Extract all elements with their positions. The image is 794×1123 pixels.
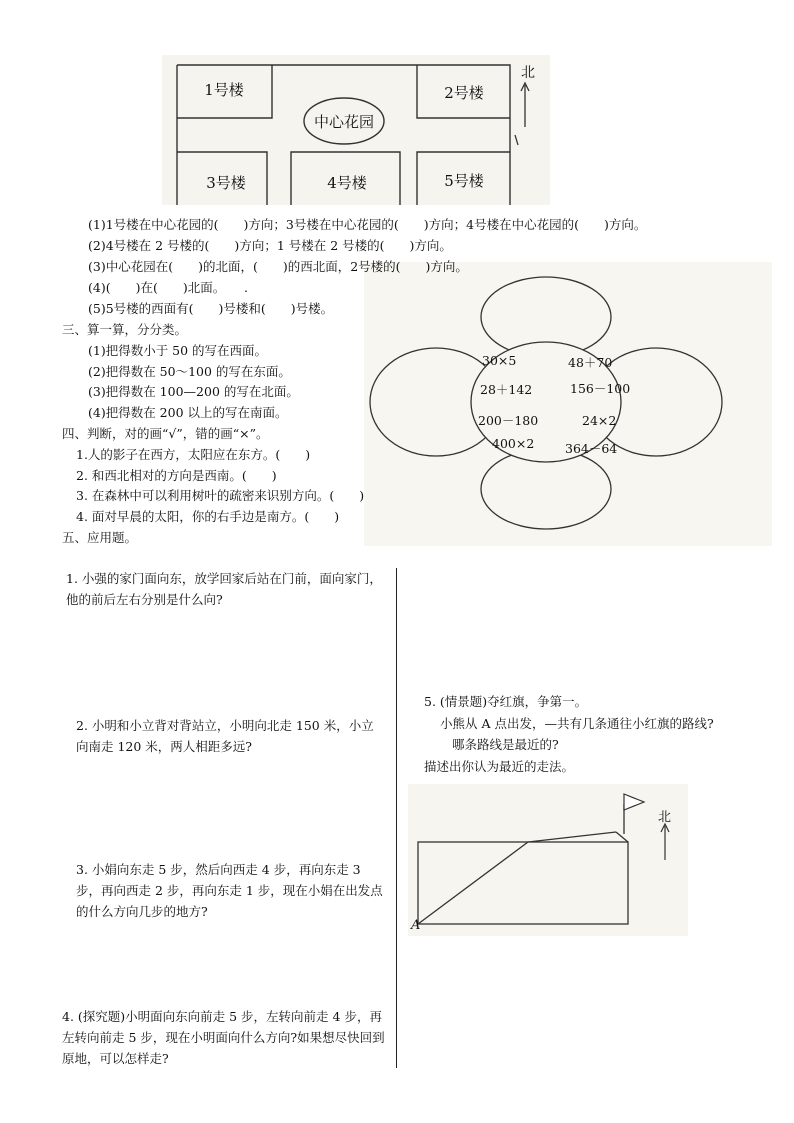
- flower-expr: 24×2: [582, 413, 617, 428]
- section-5-title: 五、应用题。: [62, 530, 138, 545]
- app-question-5-line3: 描述出你认为最近的走法。: [424, 759, 575, 774]
- flower-expr: 200－180: [478, 413, 539, 428]
- flower-expr: 156－100: [570, 381, 631, 396]
- section-4-item: 3. 在森林中可以利用树叶的疏密来识别方向。( ): [76, 488, 365, 503]
- flower-expr: 28＋142: [480, 382, 533, 397]
- app-question-1: 1. 小强的家门面向东，放学回家后站在门前，面向家门，他的前后左右分别是什么向?: [66, 571, 382, 607]
- building-1-label: 1号楼: [204, 81, 244, 99]
- section-4-item: 4. 面对早晨的太阳，你的右手边是南方。( ): [76, 509, 340, 524]
- question-2-4: (4)( )在( )北面。 .: [88, 280, 248, 295]
- section-3-item: (2)把得数在 50～100 的写在东面。: [88, 364, 291, 379]
- building-4-label: 4号楼: [327, 174, 367, 192]
- section-4-title: 四、判断，对的画“√”，错的画“×”。: [62, 426, 269, 441]
- question-2-5: (5)5号楼的西面有( )号楼和( )号楼。: [88, 301, 334, 316]
- app-question-4: 4. (探究题)小明面向东向前走 5 步，左转向前走 4 步，再左转向前走 5 步，现在小明面向什么方向?如果想尽快回到原地，可以怎样走?: [62, 1009, 385, 1066]
- section-3-item: (4)把得数在 200 以上的写在南面。: [88, 405, 288, 420]
- building-3-label: 3号楼: [206, 174, 246, 192]
- building-5-label: 5号楼: [444, 172, 484, 190]
- question-2-1: (1)1号楼在中心花园的( )方向；3号楼在中心花园的( )方向；4号楼在中心花园的( )方向。: [88, 217, 647, 232]
- building-2-label: 2号楼: [444, 84, 484, 102]
- route-figure: [408, 784, 688, 936]
- section-3-item: (1)把得数小于 50 的写在西面。: [88, 343, 268, 358]
- map-figure: [162, 55, 550, 205]
- flower-expr: 364－64: [565, 441, 618, 456]
- app-question-5-title: 5. (情景题)夺红旗，争第一。: [424, 694, 588, 709]
- section-4-item: 2. 和西北相对的方向是西南。( ): [76, 468, 277, 483]
- section-4-item: 1.人的影子在西方，太阳应在东方。( ): [76, 447, 311, 462]
- app-question-5-line1: 小熊从 A 点出发，—共有几条通往小红旗的路线?: [440, 716, 714, 731]
- app-question-2: 2. 小明和小立背对背站立，小明向北走 150 米，小立向南走 120 米，两人相距多远?: [76, 718, 374, 754]
- question-2-2: (2)4号楼在 2 号楼的( )方向；1 号楼在 2 号楼的( )方向。: [88, 238, 452, 253]
- section-3-item: (3)把得数在 100—200 的写在北面。: [88, 384, 299, 399]
- question-2-3: (3)中心花园在( )的北面，( )的西北面，2号楼的( )方向。: [88, 259, 468, 274]
- route-north-label: 北: [658, 810, 672, 825]
- app-question-3: 3. 小娟向东走 5 步，然后向西走 4 步，再向东走 3 步，再向西走 2 步，再向东走 1 步，现在小娟在出发点的什么方向几步的地方?: [76, 862, 383, 919]
- flower-figure: [364, 262, 772, 546]
- garden-label: 中心花园: [313, 113, 374, 131]
- section-3-title: 三、算一算，分分类。: [62, 322, 188, 337]
- app-question-5-line2: 哪条路线是最近的?: [452, 737, 559, 752]
- flower-expr: 30×5: [482, 353, 517, 368]
- flower-expr: 48＋70: [568, 355, 613, 370]
- flower-expr: 400×2: [492, 436, 535, 451]
- route-point-a-label: A: [411, 918, 421, 933]
- column-divider: [396, 568, 397, 1068]
- north-label: 北: [521, 65, 535, 81]
